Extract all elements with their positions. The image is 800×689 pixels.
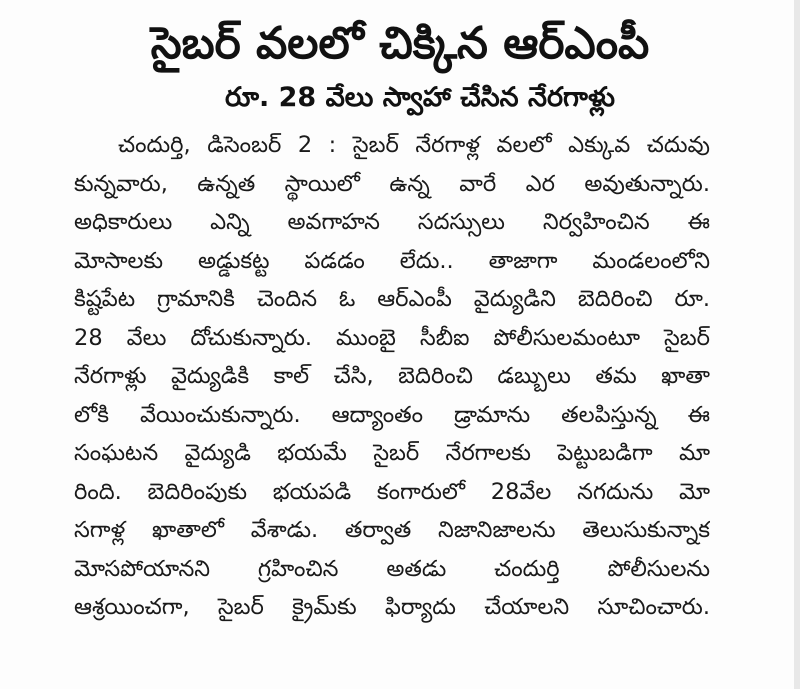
article-line: మోసపోయానని గ్రహించిన అతడు చందుర్తి పోలీసులను (74, 555, 710, 582)
article-line: సంఘటన వైద్యుడి భయమే సైబర్ నేరగాలకు పెట్టుబడిగా మా (74, 440, 710, 466)
article-line: చందుర్తి, డిసెంబర్ 2 : సైబర్ నేరగాళ్ల వలలో ఎక్కువ చదువు (118, 132, 710, 158)
article-line: ఆశ్రయించగా, సైబర్ క్రైమ్‌కు ఫిర్యాదు చేయాలని సూచించారు. (74, 594, 710, 620)
article-line: కున్నవారు, ఉన్నత స్థాయిలో ఉన్న వారే ఎర అవుతున్నారు. (74, 170, 710, 197)
page-edge (794, 0, 800, 689)
article-line: 28 వేలు దోచుకున్నారు. ముంబై సీబీఐ పోలీసులమంటూ సైబర్ (74, 324, 710, 351)
cropped-previous-line (0, 0, 800, 8)
article-line: సగాళ్ల ఖాతాలో వేశాడు. తర్వాత నిజానిజాలను తెలుసుకున్నాక (74, 517, 710, 543)
article-line: అధికారులు ఎన్ని అవగాహన సదస్సులు నిర్వహించిన ఈ (74, 209, 710, 235)
article-line: లోకి వేయించుకున్నారు. ఆద్యాంతం డ్రామాను తలపిస్తున్న ఈ (74, 401, 710, 428)
article-line: నేరగాళ్లు వైద్యుడికి కాల్ చేసి, బెదిరించి డబ్బులు తమ ఖాతా (74, 363, 710, 389)
article-line: మోసాలకు అడ్డుకట్ట పడడం లేదు.. తాజాగా మండలంలోని (74, 247, 710, 274)
article-line: రింది. బెదిరింపుకు భయపడి కంగారులో 28వేల నగదును మో (74, 478, 710, 505)
article-body (74, 126, 710, 627)
headline: సైబర్ వలలో చిక్కిన ఆర్ఎంపీ (150, 18, 650, 69)
subheadline: రూ. 28 వేలు స్వాహా చేసిన నేరగాళ్లు (224, 82, 616, 113)
article-line: కిష్టపేట గ్రామానికి చెందిన ఓ ఆర్ఎంపీ వైద్యుడిని బెదిరించి రూ. (74, 286, 710, 312)
